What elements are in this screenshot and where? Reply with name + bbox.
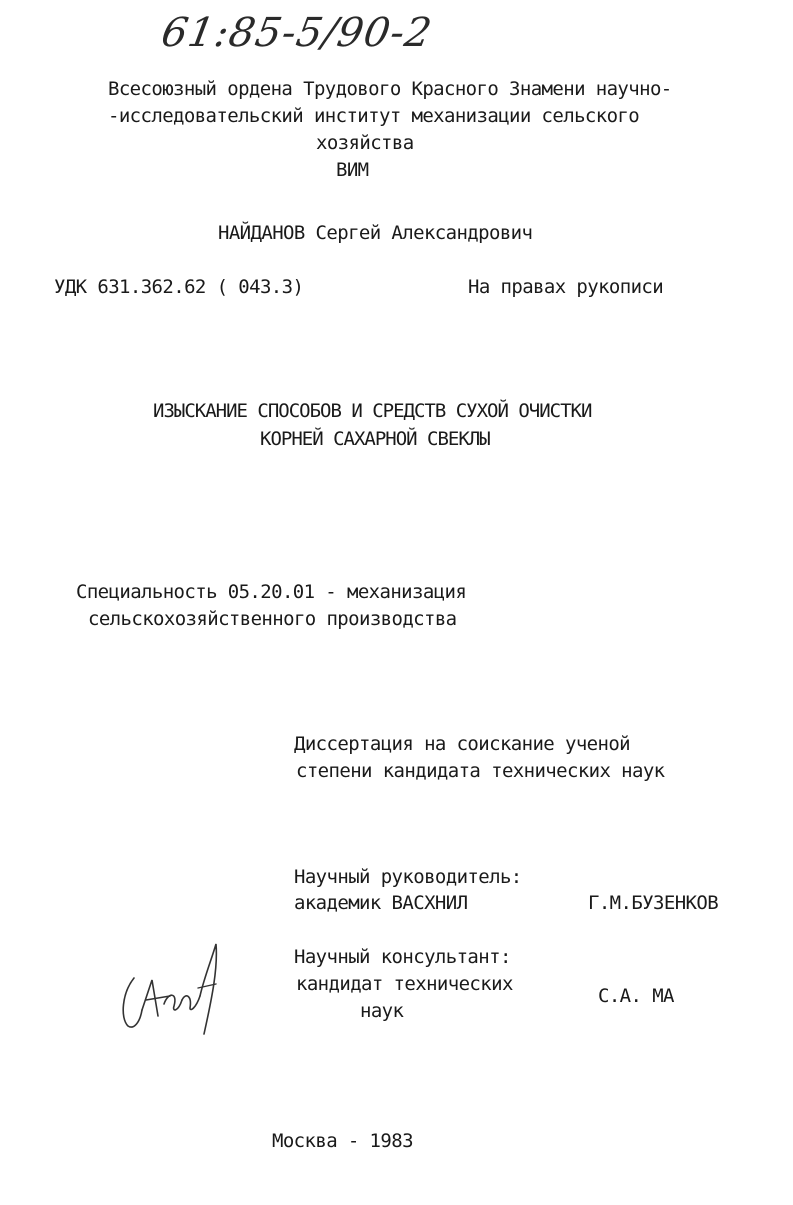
dissertation-degree-line-2: степени кандидата технических наук	[296, 760, 665, 782]
institute-line-1: Всесоюзный ордена Трудового Красного Знамени научно-	[108, 78, 672, 100]
supervisor-label: Научный руководитель:	[294, 866, 522, 888]
udc-code: УДК 631.362.62 ( 043.3)	[54, 276, 304, 298]
consultant-label: Научный консультант:	[294, 946, 511, 968]
archive-stamp: 61:85-5/90-2	[157, 10, 436, 56]
specialty-line-1: Специальность 05.20.01 - механизация	[76, 581, 467, 603]
dissertation-title-line-1: ИЗЫСКАНИЕ СПОСОБОВ И СРЕДСТВ СУХОЙ ОЧИСТКИ	[153, 400, 592, 422]
consultant-title-line-1: кандидат технических	[296, 973, 513, 995]
supervisor-name: Г.М.БУЗЕНКОВ	[588, 892, 719, 914]
institute-line-3: хозяйства	[316, 132, 414, 154]
institute-abbr: ВИМ	[336, 159, 369, 181]
handwritten-signature	[112, 938, 232, 1038]
rights-note: На правах рукописи	[468, 276, 664, 298]
dissertation-title-line-2: КОРНЕЙ САХАРНОЙ СВЕКЛЫ	[260, 428, 490, 450]
dissertation-degree-line-1: Диссертация на соискание ученой	[294, 733, 631, 755]
city-year: Москва - 1983	[272, 1130, 413, 1152]
specialty-line-2: сельскохозяйственного производства	[88, 608, 457, 630]
consultant-title-line-2: наук	[360, 1000, 404, 1022]
consultant-name: С.А. МА	[598, 985, 674, 1007]
institute-line-2: -исследовательский институт механизации сельского	[108, 105, 640, 127]
supervisor-title: академик ВАСХНИЛ	[294, 892, 468, 914]
author-name: НАЙДАНОВ Сергей Александрович	[218, 222, 533, 244]
